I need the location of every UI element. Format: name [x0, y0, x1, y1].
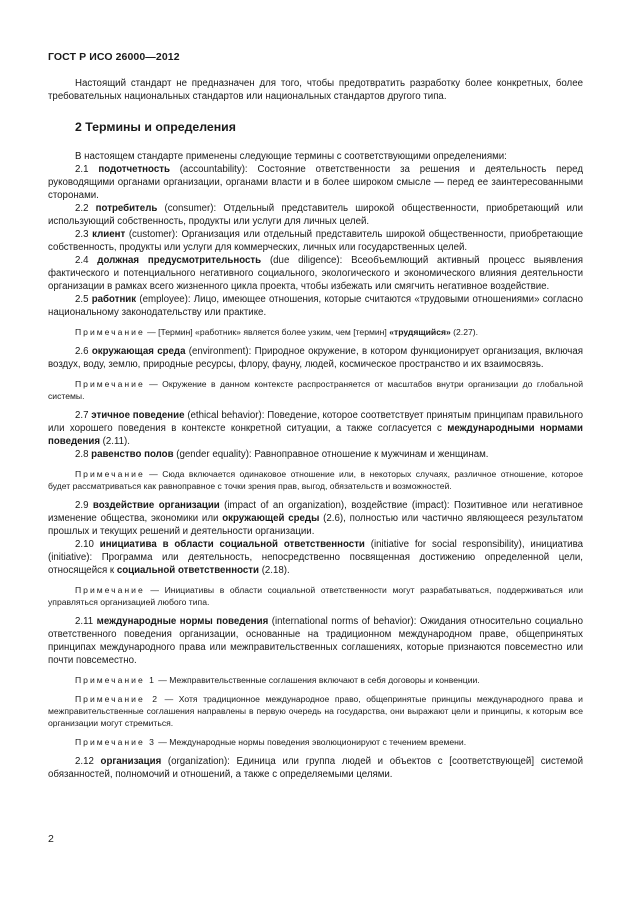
term-2-3: 2.3 клиент (customer): Организация или отдельный представитель широкой общественности, приобретающие собственность, продукты или услуги для коммерческих, личных или государственных целей. — [48, 229, 583, 253]
note-2-6: Примечание — Окружение в данном контексте распространяется от масштабов внутри организации до глобальной системы. — [48, 379, 583, 401]
intro-paragraph: Настоящий стандарт не предназначен для того, чтобы предотвратить разработку более конкретных, более требовательных национальных стандартов или национальных стандартов другого типа. — [48, 78, 583, 102]
term-2-10: 2.10 инициатива в области социальной ответственности (initiative for social responsibility), инициатива (initiative): Программа или деятельность, непосредственно посвященная достижению определенной цели, относящейся к социальной ответственности (2.18). — [48, 539, 583, 576]
note-2-8: Примечание — Сюда включается одинаковое отношение или, в некоторых случаях, различное отношение, которое будет рассматриваться как равноправное с точки зрения прав, выгод, обязательств и возможностей. — [48, 469, 583, 491]
note-2-5: Примечание — [Термин] «работник» является более узким, чем [термин] «трудящийся» (2.27). — [75, 327, 479, 337]
term-2-2: 2.2 потребитель (consumer): Отдельный представитель широкой общественности, приобретающий или использующий собственность, продукты или услуги для личных целей. — [48, 203, 583, 227]
page-content — [48, 64, 583, 781]
term-2-12: 2.12 организация (organization): Единица или группа людей и объектов с [соответствующей] системой обязанностей, полномочий и отношений, а также с определяемыми целями. — [48, 756, 583, 780]
term-2-4: 2.4 должная предусмотрительность (due diligence): Всеобъемлющий активный процесс выявления фактического и потенциального негативного социального, экологического и экономического влияния деятельности организации в рамках всего жизненного цикла проекта, чтобы избежать или смягчить негативное воздействие. — [48, 255, 583, 292]
term-2-11: 2.11 международные нормы поведения (international norms of behavior): Ожидания относительно социально ответственного поведения организации, основанные на традиционном международном праве, общепринятых принципах международного права или межправительственных соглашениях, которые признаются повсеместно или почти повсеместно. — [48, 616, 583, 666]
page-number: 2 — [48, 833, 54, 845]
term-2-6: 2.6 окружающая среда (environment): Природное окружение, в котором функционирует организация, включая воздух, воду, землю, природные ресурсы, флору, фауну, людей, космическое пространство и их взаимосвязь. — [48, 346, 583, 370]
document-header: ГОСТ Р ИСО 26000—2012 — [48, 51, 180, 63]
term-2-5: 2.5 работник (employee): Лицо, имеющее отношения, которые считаются «трудовыми отношениями» согласно национальному законодательству или практике. — [48, 294, 584, 318]
term-2-9: 2.9 воздействие организации (impact of an organization), воздействие (impact): Позитивное или негативное изменение общества, экономики или окружающей среды (2.6), полностью или частично являющееся результатом прошлых и текущих решений и деятельности организации. — [48, 500, 583, 537]
note-2-11-3: Примечание 3 — Международные нормы поведения эволюционируют с течением времени. — [75, 737, 467, 747]
term-2-8: 2.8 равенство полов (gender equality): Равноправное отношение к мужчинам и женщинам. — [75, 449, 489, 460]
note-2-10: Примечание — Инициативы в области социальной ответственности могут разрабатываться, поддерживаться или управляться организацией любого типа. — [48, 585, 583, 607]
section-title: 2 Термины и определения — [75, 120, 236, 134]
term-2-1: 2.1 подотчетность (accountability): Состояние ответственности за решения и деятельность перед руководящими органами организации, органами власти и в более широком смысле — перед ее заинтересованными сторонами. — [48, 164, 583, 201]
section-lead: В настоящем стандарте применены следующие термины с соответствующими определениями: — [75, 151, 507, 162]
note-2-11-1: Примечание 1 — Межправительственные соглашения включают в себя договоры и конвенции. — [75, 675, 480, 685]
term-2-7: 2.7 этичное поведение (ethical behavior): Поведение, которое соответствует принятым принципам правильного или хорошего поведения в контексте конкретной ситуации, а также согласуется с международными нормами поведения (2.11). — [48, 410, 584, 447]
note-2-11-2: Примечание 2 — Хотя традиционное международное право, общепринятые принципы международного права и межправительственные соглашения направлены в первую очередь на государства, они выражают цели и принципы, к которым все организации могут стремиться. — [48, 694, 583, 728]
